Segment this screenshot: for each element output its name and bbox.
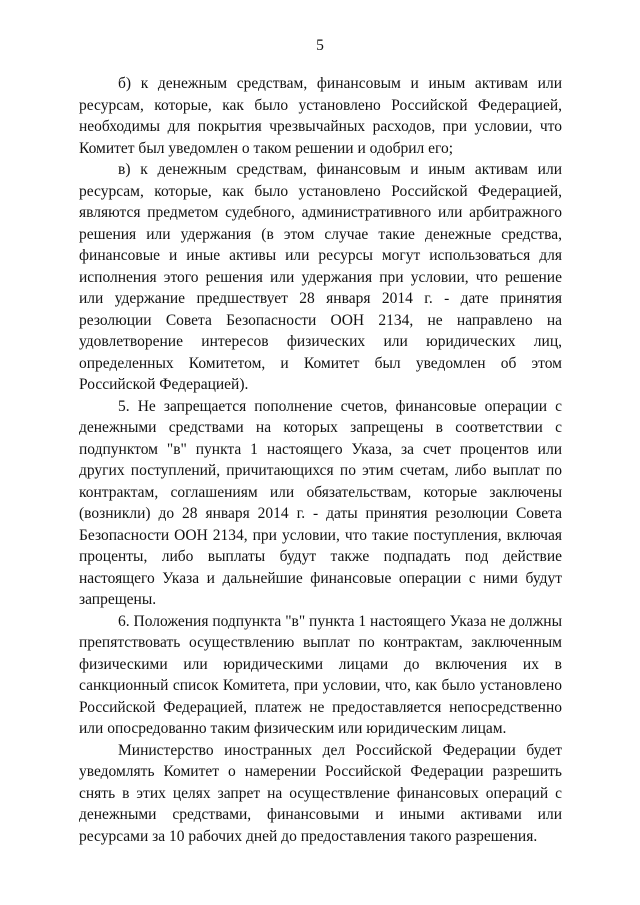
document-body: [79, 73, 562, 847]
page-number: 5: [316, 37, 324, 54]
paragraph-subitem-v: в) к денежным средствам, финансовым и иным активам или ресурсам, которые, как было установлено Российской Федерацией, являются предметом судебного, административного или арбитражного решения или удержания (в этом случае такие денежные средства, финансовые и иные активы или ресурсы могут использоваться для исполнения этого решения или удержания при условии, что решение или удержание предшествует 28 января 2014 г. - дате принятия резолюции Совета Безопасности ООН 2134, не направлено на удовлетворение интересов физических или юридических лиц, определенных Комитетом, и Комитет был уведомлен об этом Российской Федерацией).: [79, 161, 562, 393]
paragraph-item-6: 6. Положения подпункта "в" пункта 1 настоящего Указа не должны препятствовать осуществлению выплат по контрактам, заключенным физическими или юридическими лицами до включения их в санкционный список Комитета, при условии, что, как было установлено Российской Федерацией, платеж не предоставляется непосредственно или опосредованно таким физическим или юридическим лицам.: [79, 612, 562, 737]
paragraph-item-5: 5. Не запрещается пополнение счетов, финансовые операции с денежными средствами на которых запрещены в соответствии с подпунктом "в" пункта 1 настоящего Указа, за счет процентов или других поступлений, причитающихся по этим счетам, либо выплат по контрактам, соглашениям или обязательствам, которые заключены (возникли) до 28 января 2014 г. - даты принятия резолюции Совета Безопасности ООН 2134, при условии, что такие поступления, включая проценты, либо выплаты будут также подпадать под действие настоящего Указа и дальнейшие финансовые операции с ними будут запрещены.: [79, 397, 562, 608]
paragraph-subitem-b: б) к денежным средствам, финансовым и иным активам или ресурсам, которые, как было установлено Российской Федерацией, необходимы для покрытия чрезвычайных расходов, при условии, что Комитет был уведомлен о таком решении и одобрил его;: [79, 75, 562, 157]
paragraph-ministry-notice: Министерство иностранных дел Российской Федерации будет уведомлять Комитет о намерении Российской Федерации разрешить снять в этих целях запрет на осуществление финансовых операций с денежными средствами, финансовыми и иными активами или ресурсами за 10 рабочих дней до предоставления такого разрешения.: [79, 741, 562, 845]
